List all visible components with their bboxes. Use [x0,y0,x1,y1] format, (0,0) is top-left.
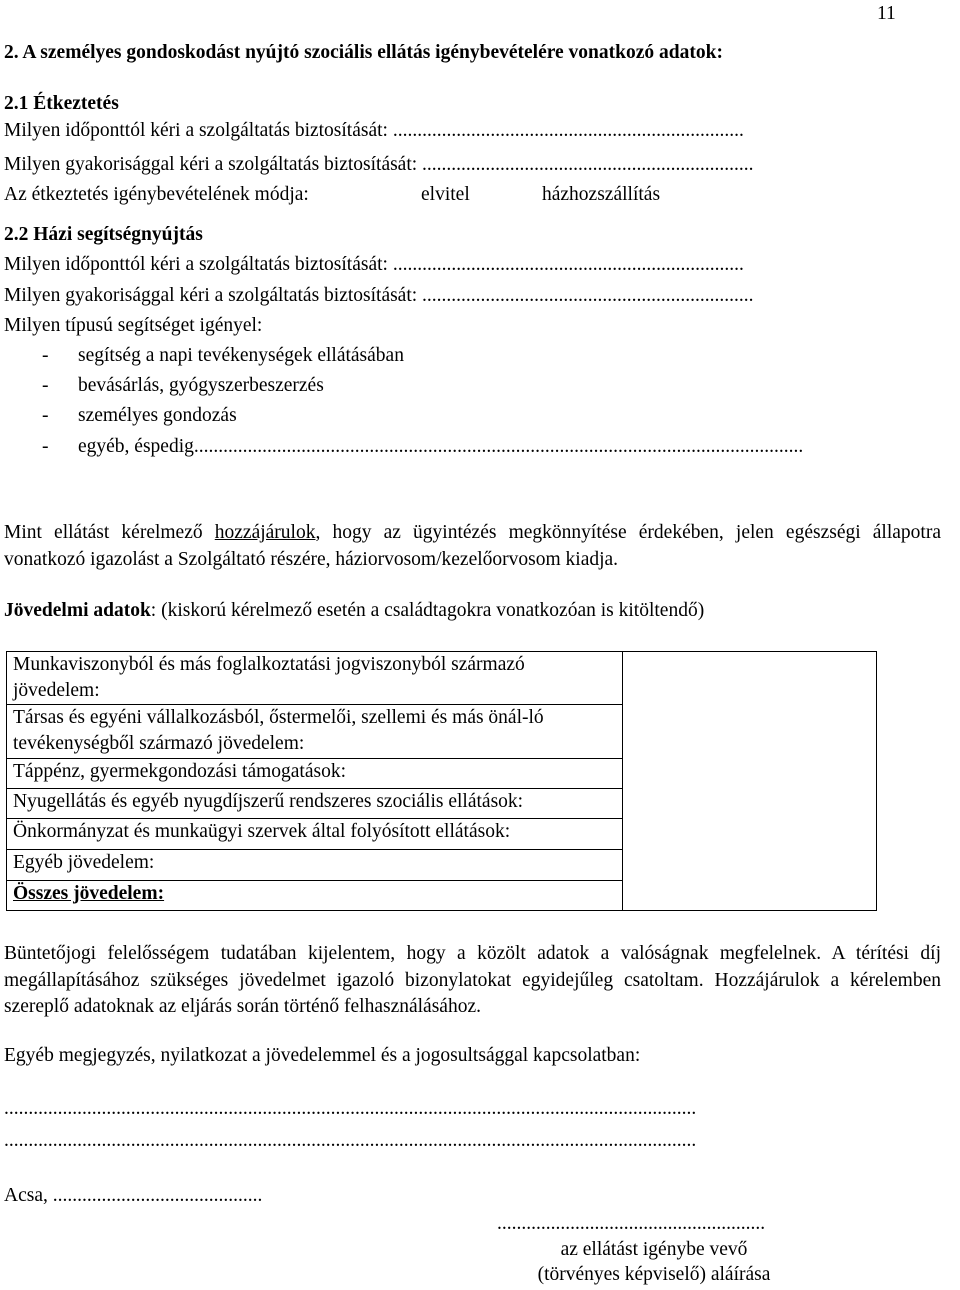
consent-text-pre: Mint ellátást kérelmező [4,522,215,543]
page-number: 11 [877,3,896,24]
help-type-shopping[interactable]: bevásárlás, gyógyszerbeszerzés [78,375,324,396]
meals-frequency-field[interactable]: Milyen gyakorisággal kéri a szolgáltatás biztosítását: .................................................................... [4,154,754,175]
section-2-title: 2. A személyes gondoskodást nyújtó szociális ellátás igénybevételére vonatkozó adatok: [4,42,723,63]
help-type-other-field[interactable]: egyéb, éspedig............................................................................................................................. [78,436,804,457]
income-heading-line [4,600,704,622]
income-row-label-municipal: Önkormányzat és munkaügyi szervek által folyósított ellátások: [7,819,623,850]
consent-paragraph [4,520,941,573]
remarks-line-2[interactable]: .............................................................................................................................................. [4,1130,697,1151]
income-row-label-pension: Nyugellátás és egyéb nyugdíjszerű rendszeres szociális ellátások: [7,789,623,819]
list-dash: - [42,375,49,396]
income-note: : (kiskorú kérelmező esetén a családtagokra vonatkozóan is kitöltendő) [150,600,705,621]
income-row-label-total: Összes jövedelem: [7,881,623,911]
consent-text-post: , hogy az ügyintézés megkönnyítése érdekében, jelen egészségi állapotra vonatkozó igazolást a Szolgáltató részére, háziorvosom/kezelőorvosom kiadja. [4,522,941,570]
meals-mode-label: Az étkeztetés igénybevételének módja: [4,184,309,205]
meals-start-date-field[interactable]: Milyen időponttól kéri a szolgáltatás biztosítását: ........................................................................ [4,120,744,141]
list-dash: - [42,436,49,457]
section-2-2-title: 2.2 Házi segítségnyújtás [4,224,203,245]
table-row [7,652,877,705]
signature-line[interactable]: ....................................................... [497,1213,766,1234]
signature-caption-2: (törvényes képviselő) aláírása [537,1264,771,1285]
income-row-label-enterprise: Társas és egyéni vállalkozásból, őstermelői, szellemi és más önál-ló tevékenységből származó jövedelem: [7,705,623,759]
income-row-label-other: Egyéb jövedelem: [7,850,623,881]
income-heading: Jövedelmi adatok [4,600,151,621]
declaration-paragraph: Büntetőjogi felelősségem tudatában kijelentem, hogy a közölt adatok a valóságnak megfelelnek. A térítési díj megállapításához szükséges jövedelmet igazoló bizonylatokat egyidejűleg csatoltam. Hozzájárulok a kérelemben szereplő adatoknak az eljárás során történő felhasználásához. [4,943,941,1017]
income-amounts-cell[interactable] [623,652,877,911]
income-row-label-sick-pay: Táppénz, gyermekgondozási támogatások: [7,759,623,789]
remarks-label: Egyéb megjegyzés, nyilatkozat a jövedelemmel és a jogosultsággal kapcsolatban: [4,1045,641,1066]
place-date-field[interactable]: Acsa, ........................................... [4,1185,263,1206]
help-type-label: Milyen típusú segítséget igényel: [4,315,263,336]
meals-option-delivery[interactable]: házhozszállítás [542,184,661,205]
help-type-personal-care[interactable]: személyes gondozás [78,405,237,426]
income-row-label-employment: Munkaviszonyból és más foglalkoztatási jogviszonyból származó jövedelem: [7,652,623,705]
home-help-frequency-field[interactable]: Milyen gyakorisággal kéri a szolgáltatás biztosítását: .................................................................... [4,285,754,306]
list-dash: - [42,405,49,426]
meals-option-takeaway[interactable]: elvitel [421,184,470,205]
help-type-daily-activities[interactable]: segítség a napi tevékenységek ellátásában [78,345,404,366]
home-help-start-date-field[interactable]: Milyen időponttól kéri a szolgáltatás biztosítását: ........................................................................ [4,254,744,275]
consent-keyword: hozzájárulok [214,522,316,543]
signature-caption-1: az ellátást igénybe vevő [560,1239,748,1260]
section-2-1-title: 2.1 Étkeztetés [4,93,119,114]
list-dash: - [42,345,49,366]
remarks-line-1[interactable]: .............................................................................................................................................. [4,1098,697,1119]
income-table [6,651,877,911]
